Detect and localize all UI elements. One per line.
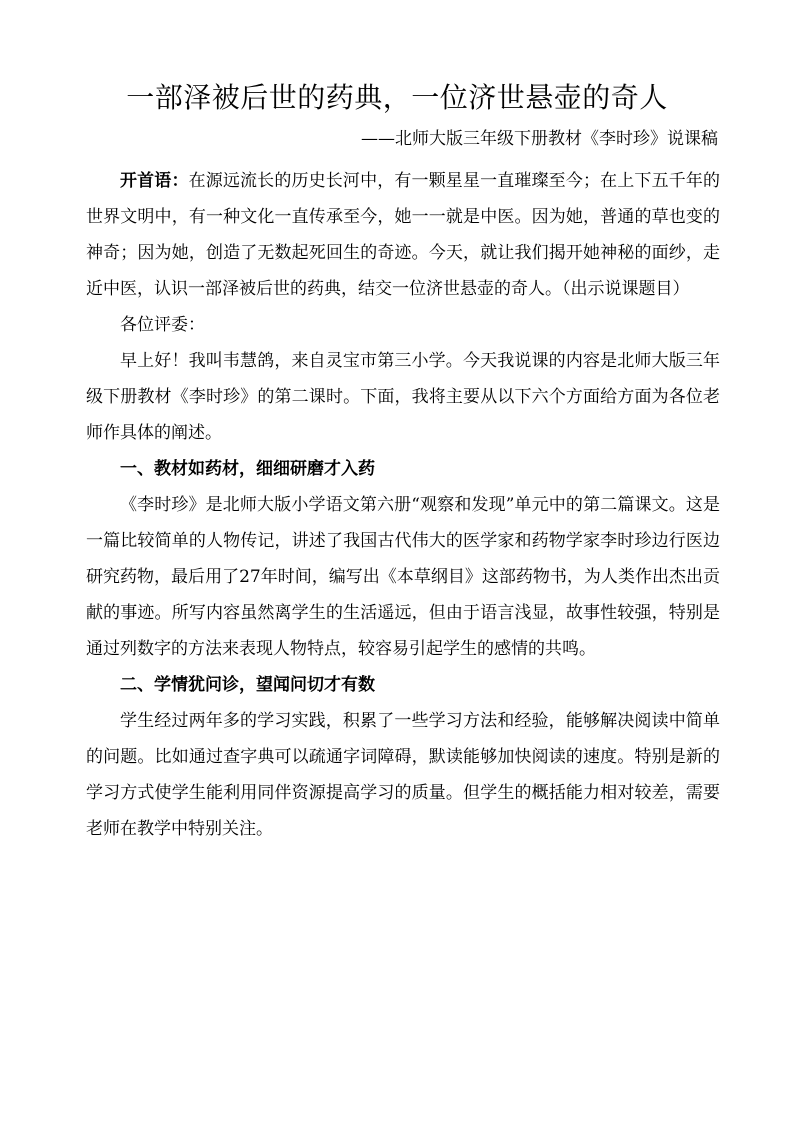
- greeting: 各位评委：: [120, 315, 205, 335]
- section-text-1: 《李时珍》是北师大版小学语文第六册“观察和发现”单元中的第二篇课文。这是一篇比较简单的人物传记，讲述了我国古代伟大的医学家和药物学家李时珍边行医边研究药物，最后用了27年时间，编写出《本草纲目》这部药物书，为人类作出杰出贡献的事迹。所写内容虽然离学生的生活遥远，但由于语言浅显，故事性较强，特别是通过列数字的方法来表现人物特点，较容易引起学生的感情的共鸣。: [86, 495, 720, 659]
- section-text-2: 学生经过两年多的学习实践，积累了一些学习方法和经验，能够解决阅读中简单的问题。比如通过查字典可以疏通字词障碍，默读能够加快阅读的速度。特别是新的学习方式使学生能利用同伴资源提高学习的质量。但学生的概括能力相对较差，需要老师在教学中特别关注。: [86, 711, 720, 839]
- opening-label: 开首语：: [120, 171, 189, 191]
- section-heading-2: 二、学情犹问诊，望闻问切才有数: [120, 675, 375, 695]
- document-title: 一部泽被后世的药典，一位济世悬壶的奇人: [126, 81, 668, 114]
- document-subtitle: ——北师大版三年级下册教材《李时珍》说课稿: [361, 129, 718, 149]
- intro-paragraph: 早上好！我叫韦慧鸽，来自灵宝市第三小学。今天我说课的内容是北师大版三年级下册教材《李时珍》的第二课时。下面，我将主要从以下六个方面给方面为各位老师作具体的阐述。: [86, 351, 720, 443]
- document-body: [86, 163, 720, 847]
- opening-paragraph: [86, 163, 720, 307]
- opening-text: 在源远流长的历史长河中，有一颗星星一直璀璨至今；在上下五千年的世界文明中，有一种文化一直传承至今，她一一就是中医。因为她，普通的草也变的神奇；因为她，创造了无数起死回生的奇迹。今天，就让我们揭开她神秘的面纱，走近中医，认识一部泽被后世的药典，结交一位济世悬壶的奇人。（出示说课题目）: [86, 171, 721, 299]
- section-heading-1: 一、教材如药材，细细研磨才入药: [120, 459, 375, 479]
